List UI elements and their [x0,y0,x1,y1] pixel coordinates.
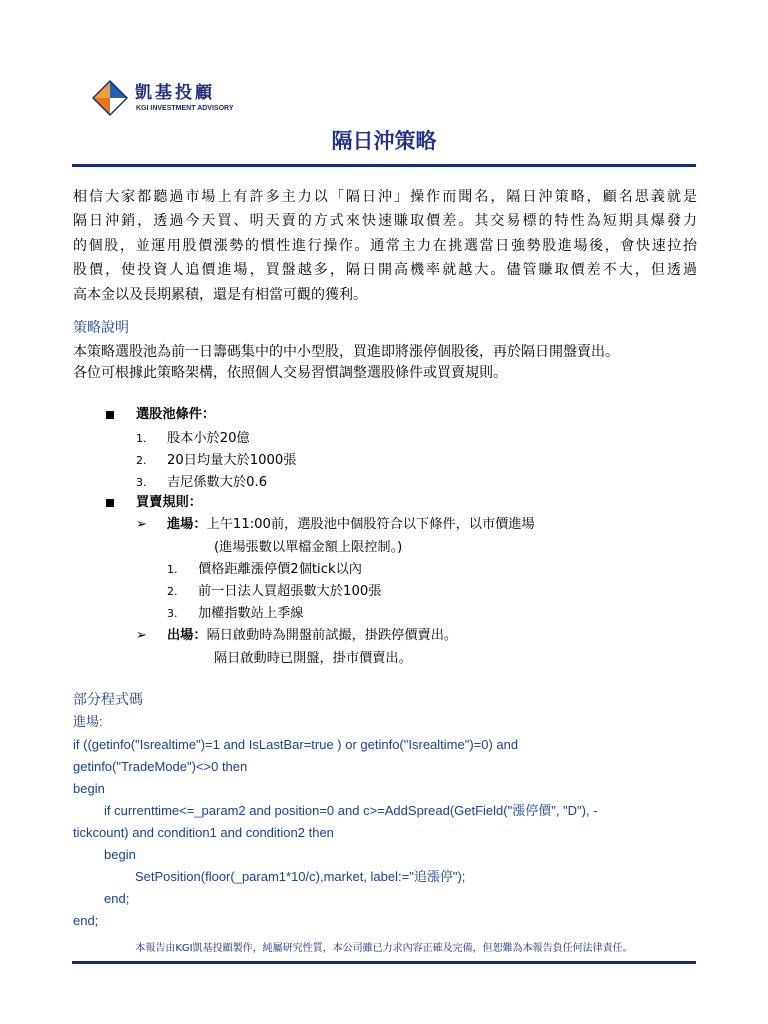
square-bullet-icon [106,499,114,507]
rules-label: 買賣規則： [136,495,202,510]
strategy-heading: 策略說明 [73,320,129,336]
square-bullet-icon [106,411,114,419]
code-line: if currenttime<=_param2 and position=0 and c>=AddSpread(GetField("漲停價", "D"), - [104,803,598,818]
entry-label: 進場： [167,517,207,532]
code-line: end; [104,891,130,906]
code-line: if ((getinfo("Isrealtime")=1 and IsLastBar=true ) or getinfo("Isrealtime")=0) and [73,737,519,752]
footer-divider [72,961,696,964]
code-line: tickcount) and condition1 and condition2 then [73,825,334,840]
pool-item: 吉尼係數大於0.6 [167,475,268,490]
title-divider [72,164,696,167]
exit-label: 出場： [167,628,207,643]
code-line: begin [73,781,105,796]
code-line: SetPosition(floor(_param1*10/c),market, label:="追漲停"); [135,869,466,884]
code-line: 進場: [73,714,103,729]
arrow-bullet-icon: ➢ [136,628,147,643]
intro-line: 的個股，並運用股價漲勢的慣性進行操作。通常主力在挑選當日強勢股進場後，會快速拉抬 [73,237,697,254]
list-number: 3. [136,476,147,489]
list-number: 2. [136,454,147,467]
page-title: 隔日沖策略 [331,129,437,153]
entry-condition: 前一日法人買超張數大於100張 [198,584,382,599]
logo-chinese-name: 凱基投顧 [135,83,215,103]
entry-rule [167,515,535,535]
arrow-bullet-icon: ➢ [136,517,147,532]
intro-line: 高本金以及長期累積，還是有相當可觀的獲利。 [73,286,367,303]
list-number: 1. [136,432,147,445]
strategy-line: 各位可根據此策略架構，依照個人交易習慣調整選股條件或買賣規則。 [73,365,507,381]
pool-item: 20日均量大於1000張 [167,453,297,468]
logo-english-name: KGI INVESTMENT ADVISORY [136,105,234,112]
code-line: end; [73,913,99,928]
exit-text: 隔日啟動時為開盤前試撮，掛跌停價賣出。 [206,628,458,643]
code-line: getinfo("TradeMode")<>0 then [73,759,248,774]
entry-text: 上午11:00前，選股池中個股符合以下條件，以市價進場 [206,517,535,532]
disclaimer-footer: 本報告由KGI凱基投顧製作，純屬研究性質，本公司雖已力求內容正確及完備，但恕難為本報告負任何法律責任。 [135,943,633,954]
intro-line: 相信大家都聽過市場上有許多主力以「隔日沖」操作而聞名，隔日沖策略，顧名思義就是 [73,189,697,205]
pool-item: 股本小於20億 [167,431,250,446]
strategy-line: 本策略選股池為前一日籌碼集中的中小型股，買進即將漲停個股後，再於隔日開盤賣出。 [73,344,619,360]
code-line: begin [104,847,136,862]
entry-condition: 加權指數站上季線 [198,606,304,621]
list-number: 3. [167,607,178,620]
list-number: 2. [167,585,178,598]
code-heading: 部分程式碼 [73,692,143,708]
kgi-logo-icon [92,80,128,116]
intro-line: 隔日沖銷，透過今天買、明天賣的方式來快速賺取價差。其交易標的特性為短期具爆發力 [73,213,697,230]
list-number: 1. [167,563,178,576]
exit-rule [167,626,457,646]
entry-condition: 價格距離漲停價2個tick以內 [198,562,362,577]
intro-line: 股價，使投資人追價進場，買盤越多，隔日開高機率就越大。儘管賺取價差不大，但透過 [73,262,697,279]
intro-paragraph [73,185,697,307]
exit-text-2: 隔日啟動時已開盤，掛市價賣出。 [214,651,412,666]
pool-label: 選股池條件： [136,407,216,422]
entry-note: (進場張數以單檔金額上限控制。) [214,540,403,555]
